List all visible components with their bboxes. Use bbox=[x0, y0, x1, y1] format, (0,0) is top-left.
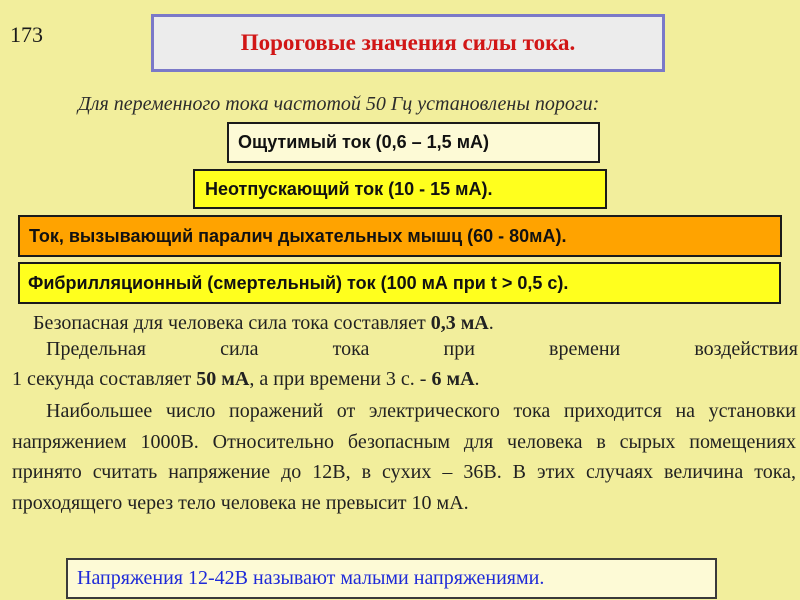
page-title: Пороговые значения силы тока. bbox=[240, 30, 576, 55]
threshold-label: Ток, вызывающий паралич дыхательных мышц (60 - 80мА). bbox=[29, 225, 567, 246]
footer-text: Напряжения 12-42В называют малыми напряжениями. bbox=[77, 567, 545, 589]
limit-line2-middle: , а при времени 3 с. - bbox=[249, 368, 432, 390]
footer-box bbox=[66, 558, 717, 599]
limit-word: воздействия bbox=[694, 338, 798, 360]
threshold-let-go-current bbox=[193, 169, 607, 209]
limit-line2-prefix: 1 секунда составляет bbox=[12, 368, 197, 390]
body-paragraph: Наибольшее число поражений от электрического тока приходится на установки напряжением 1000В. Относительно безопасным для человека в сырых помещениях принято считать напряжение до 12В, в сухих – 36В. В этих случаях величина тока, проходящего через тело человека не превысит 10 мА. bbox=[12, 400, 796, 514]
limit-word: времени bbox=[549, 338, 621, 360]
threshold-perceptible-current bbox=[227, 122, 600, 163]
safe-current-value: 0,3 мА bbox=[430, 312, 489, 334]
limit-current-line-1 bbox=[12, 334, 798, 364]
limit-word: Предельная bbox=[46, 338, 146, 360]
limit-word: сила bbox=[220, 338, 259, 360]
title-box bbox=[151, 14, 665, 72]
threshold-respiratory-paralysis-current bbox=[18, 215, 782, 257]
limit-line2-suffix: . bbox=[474, 368, 480, 390]
threshold-fibrillation-current bbox=[18, 262, 781, 304]
safe-current-prefix: Безопасная для человека сила тока составляет bbox=[33, 312, 431, 334]
threshold-label: Неотпускающий ток (10 - 15 мА). bbox=[205, 178, 493, 199]
threshold-label: Ощутимый ток (0,6 – 1,5 мА) bbox=[238, 132, 489, 152]
subtitle: Для переменного тока частотой 50 Гц установлены пороги: bbox=[78, 93, 600, 115]
limit-word: при bbox=[443, 338, 475, 360]
limit-value-3s: 6 мА bbox=[431, 368, 475, 390]
threshold-label: Фибрилляционный (смертельный) ток (100 мА при t > 0,5 с). bbox=[28, 272, 569, 293]
limit-word: тока bbox=[332, 338, 370, 360]
limit-value-1s: 50 мА bbox=[196, 368, 250, 390]
safe-current-suffix: . bbox=[488, 312, 494, 334]
page-number: 173 bbox=[10, 22, 43, 47]
limit-current-line-2 bbox=[12, 364, 480, 394]
